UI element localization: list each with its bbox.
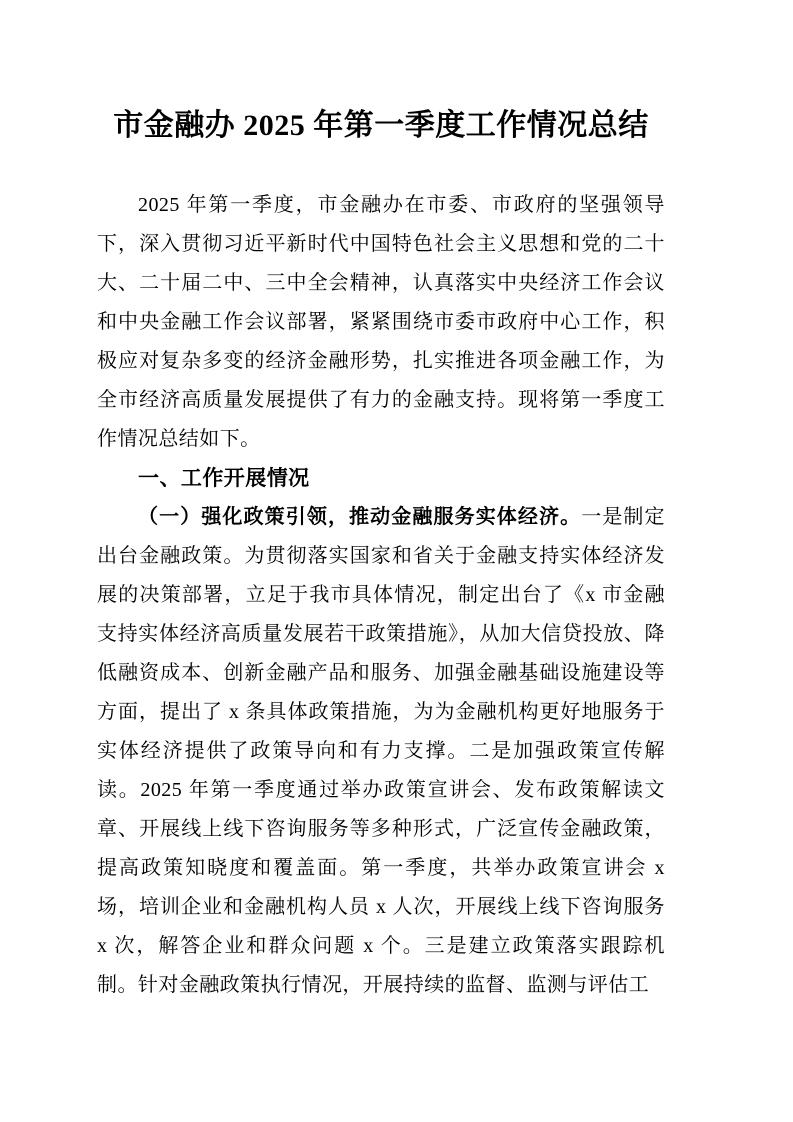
- paragraph-text: 一是制定出台金融政策。为贯彻落实国家和省关于金融支持实体经济发展的决策部署，立足于我市具体情况，制定出台了《x 市金融支持实体经济高质量发展若干政策措施》，从加大信贷投放、降低融资成本、创新金融产品和服务、加强金融基础设施建设等方面，提出了 x 条具体政策措施，为为金融机构更好地服务于实体经济提供了政策导向和有力支撑。二是加强政策宣传解读。2025 年第一季度通过举办政策宣讲会、发布政策解读文章、开展线上线下咨询服务等多种形式，广泛宣传金融政策，提高政策知晓度和覆盖面。第一季度，共举办政策宣讲会 x 场，培训企业和金融机构人员 x 人次，开展线上线下咨询服务 x 次，解答企业和群众问题 x 个。三是建立政策落实跟踪机制。针对金融政策执行情况，开展持续的监督、监测与评估工: [97, 506, 665, 996]
- document-title: 市金融办 2025 年第一季度工作情况总结: [113, 109, 649, 142]
- intro-paragraph: 2025 年第一季度，市金融办在市委、市政府的坚强领导下，深入贯彻习近平新时代中国特色社会主义思想和党的二十大、二十届二中、三中全会精神，认真落实中央经济工作会议和中央金融工作会议部署，紧紧围绕市委市政府中心工作，积极应对复杂多变的经济金融形势，扎实推进各项金融工作，为全市经济高质量发展提供了有力的金融支持。现将第一季度工作情况总结如下。: [97, 194, 665, 450]
- section-heading: 一、工作开展情况: [138, 467, 310, 490]
- section-paragraph: [97, 498, 665, 1005]
- paragraph-lead: （一）强化政策引领，推动金融服务实体经济。: [138, 506, 582, 528]
